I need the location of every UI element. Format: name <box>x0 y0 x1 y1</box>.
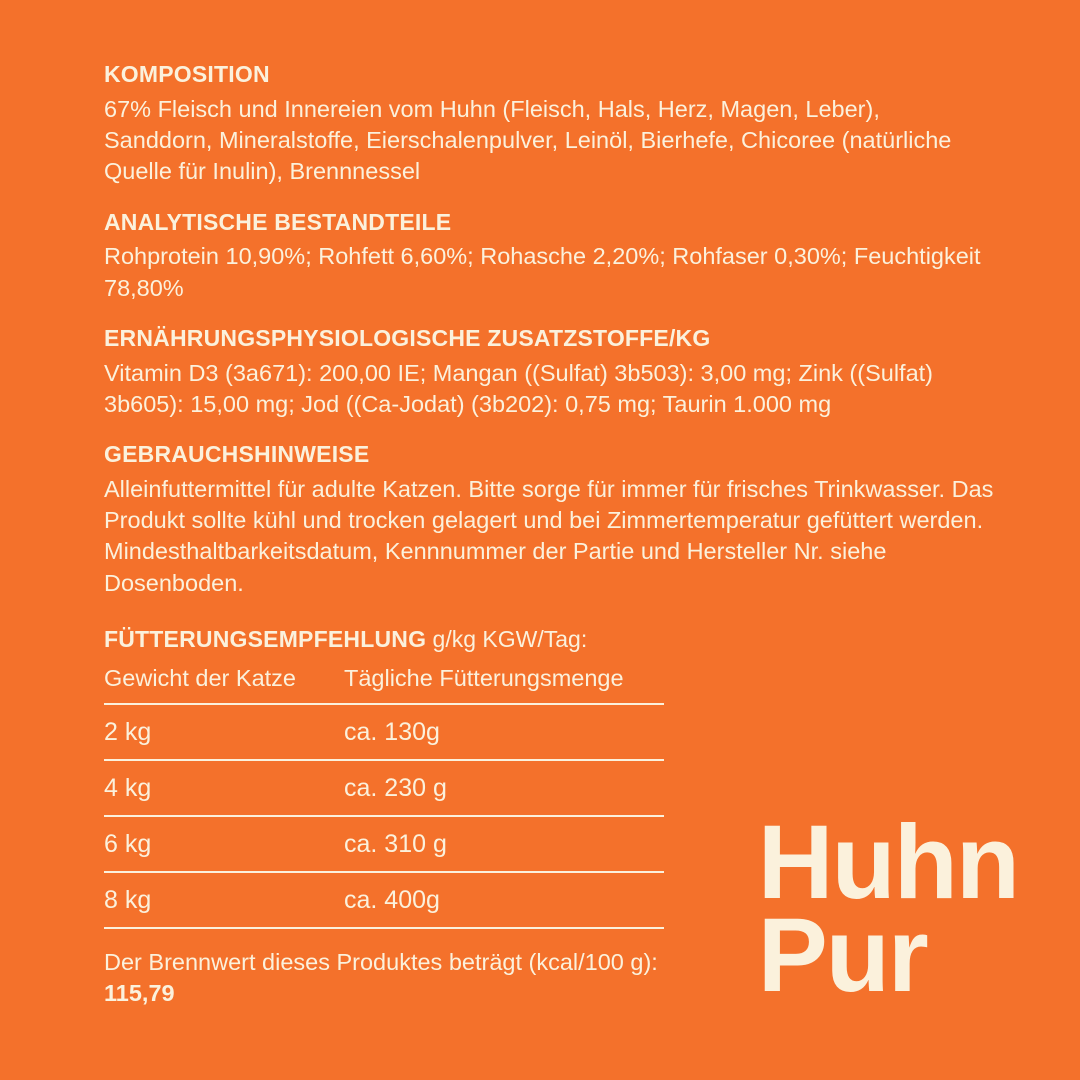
brand-name <box>757 804 1018 1014</box>
section-analytische-bestandteile <box>104 208 994 304</box>
cell-amount: ca. 230 g <box>344 760 664 816</box>
cell-amount: ca. 310 g <box>344 816 664 872</box>
brand-line-2: Pur <box>757 896 927 1014</box>
table-bottom-rule <box>104 928 664 929</box>
cell-amount: ca. 130g <box>344 704 664 760</box>
rule-cell <box>104 928 344 929</box>
section-gebrauchshinweise <box>104 440 994 599</box>
section-title: ANALYTISCHE BESTANDTEILE <box>104 208 452 235</box>
feeding-heading-label: FÜTTERUNGSEMPFEHLUNG <box>104 625 427 652</box>
section-title: GEBRAUCHSHINWEISE <box>104 441 370 467</box>
table-row <box>104 816 664 872</box>
section-body: 67% Fleisch und Innereien vom Huhn (Fleisch, Hals, Herz, Magen, Leber), Sanddorn, Mineralstoffe, Eierschalenpulver, Leinöl, Bierhefe, Chicoree (natürliche Quelle für Inulin), Brennnessel <box>104 95 952 185</box>
feeding-recommendation-heading <box>104 625 994 654</box>
energy-label: Der Brennwert dieses Produktes beträgt (kcal/100 g): <box>104 948 658 975</box>
table-header-row <box>104 664 664 704</box>
section-komposition <box>104 60 994 188</box>
feeding-heading-suffix: g/kg KGW/Tag: <box>426 625 588 652</box>
cell-weight: 8 kg <box>104 872 344 928</box>
energy-number: 115,79 <box>104 979 175 1006</box>
feeding-table <box>104 664 664 929</box>
energy-value <box>104 947 664 1010</box>
section-title: KOMPOSITION <box>104 61 270 87</box>
section-zusatzstoffe <box>104 324 994 420</box>
section-body: Alleinfuttermittel für adulte Katzen. Bitte sorge für immer für frisches Trinkwasser. Das Produkt sollte kühl und trocken gelagert und bei Zimmertemperatur gefüttert werden. Mindesthaltbarkeitsdatum, Kennnummer der Partie und Hersteller Nr. siehe Dosenboden. <box>104 475 994 596</box>
brand-line-1: Huhn <box>757 804 1018 922</box>
cell-weight: 4 kg <box>104 760 344 816</box>
table-row <box>104 760 664 816</box>
cell-weight: 6 kg <box>104 816 344 872</box>
table-row <box>104 872 664 928</box>
section-body: Vitamin D3 (3a671): 200,00 IE; Mangan ((Sulfat) 3b503): 3,00 mg; Zink ((Sulfat) 3b605): 15,00 mg; Jod ((Ca-Jodat) (3b202): 0,75 mg; Taurin 1.000 mg <box>104 359 934 417</box>
table-row <box>104 704 664 760</box>
section-body: Rohprotein 10,90%; Rohfett 6,60%; Rohasche 2,20%; Rohfaser 0,30%; Feuchtigkeit 78,80% <box>104 243 981 301</box>
column-header-amount: Tägliche Fütterungsmenge <box>344 664 624 691</box>
rule-cell <box>344 928 664 929</box>
section-title: ERNÄHRUNGSPHYSIOLOGISCHE ZUSATZSTOFFE/KG <box>104 324 711 351</box>
column-header-weight: Gewicht der Katze <box>104 664 297 691</box>
cell-amount: ca. 400g <box>344 872 664 928</box>
cell-weight: 2 kg <box>104 704 344 760</box>
